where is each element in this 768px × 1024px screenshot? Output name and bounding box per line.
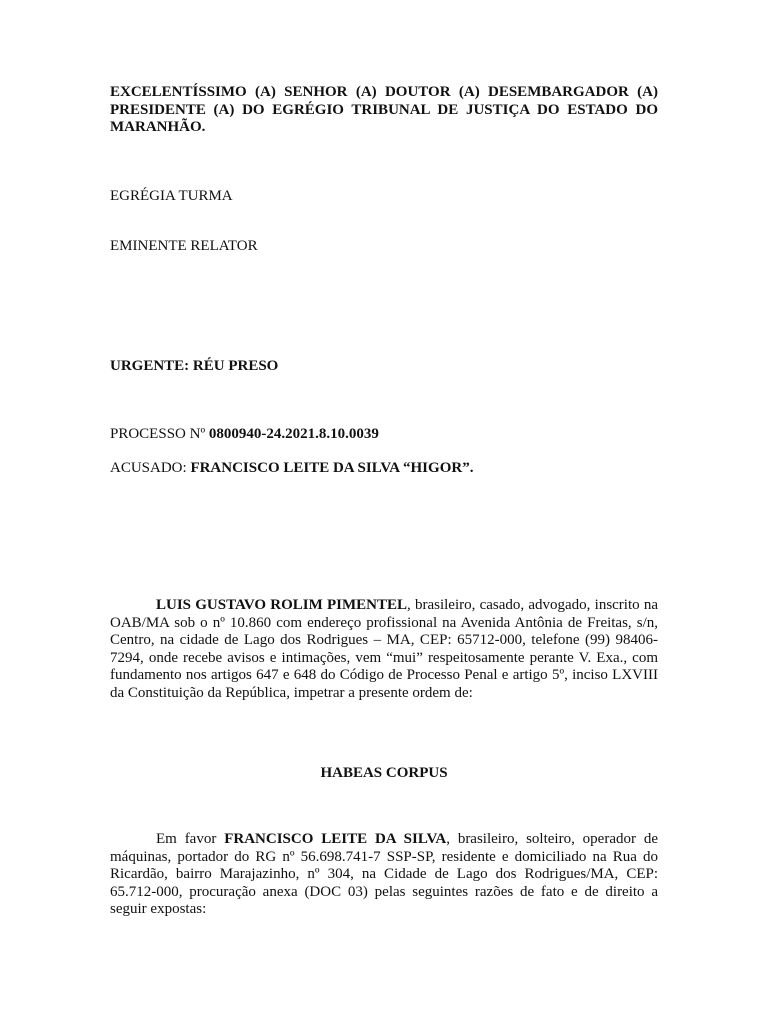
petitioner-paragraph <box>110 597 658 702</box>
petitioner-name: LUIS GUSTAVO ROLIM PIMENTEL <box>156 597 408 613</box>
favor-prefix: Em favor <box>156 831 225 847</box>
urgent-notice: URGENTE: RÉU PRESO <box>110 358 279 374</box>
petitioner-text: , brasileiro, casado, advogado, inscrito na OAB/MA sob o nº 10.860 com endereço profissional na Avenida Antônia de Freitas, s/n, Centro, na cidade de Lago dos Rodrigues – MA, CEP: 65712-000, telefone (99) 98406-7294, onde recebe avisos e intimações, vem “mui” respeitosamente perante V. Exa., com fundamento nos artigos 647 e 648 do Código de Processo Penal e artigo 5º, inciso LXVIII da Constituição da República, impetrar a presente ordem de: <box>110 597 659 701</box>
favor-paragraph <box>110 831 658 919</box>
process-number-line <box>110 426 379 443</box>
favor-text: , brasileiro, solteiro, operador de máquinas, portador do RG nº 56.698.741-7 SSP-SP, residente e domiciliado na Rua do Ricardão, bairro Marajazinho, nº 304, na Cidade de Lago dos Rodrigues/MA, CEP: 65.712-000, procuração anexa (DOC 03) pelas seguintes razões de fato e de direito a seguir expostas: <box>110 831 658 917</box>
turma-salutation: EGRÉGIA TURMA <box>110 188 233 204</box>
relator-salutation: EMINENTE RELATOR <box>110 238 258 254</box>
accused-name: FRANCISCO LEITE DA SILVA “HIGOR”. <box>190 460 474 476</box>
process-number: 0800940-24.2021.8.10.0039 <box>208 426 379 442</box>
accused-label: ACUSADO: <box>110 460 191 476</box>
accused-line <box>110 460 473 477</box>
addressee-heading: EXCELENTÍSSIMO (A) SENHOR (A) DOUTOR (A) DESEMBARGADOR (A) PRESIDENTE (A) DO EGRÉGIO TRIBUNAL DE JUSTIÇA DO ESTADO DO MARANHÃO. <box>110 84 658 135</box>
process-label: PROCESSO Nº <box>110 426 209 442</box>
favor-name: FRANCISCO LEITE DA SILVA <box>224 831 447 847</box>
habeas-corpus-title: HABEAS CORPUS <box>320 765 448 781</box>
